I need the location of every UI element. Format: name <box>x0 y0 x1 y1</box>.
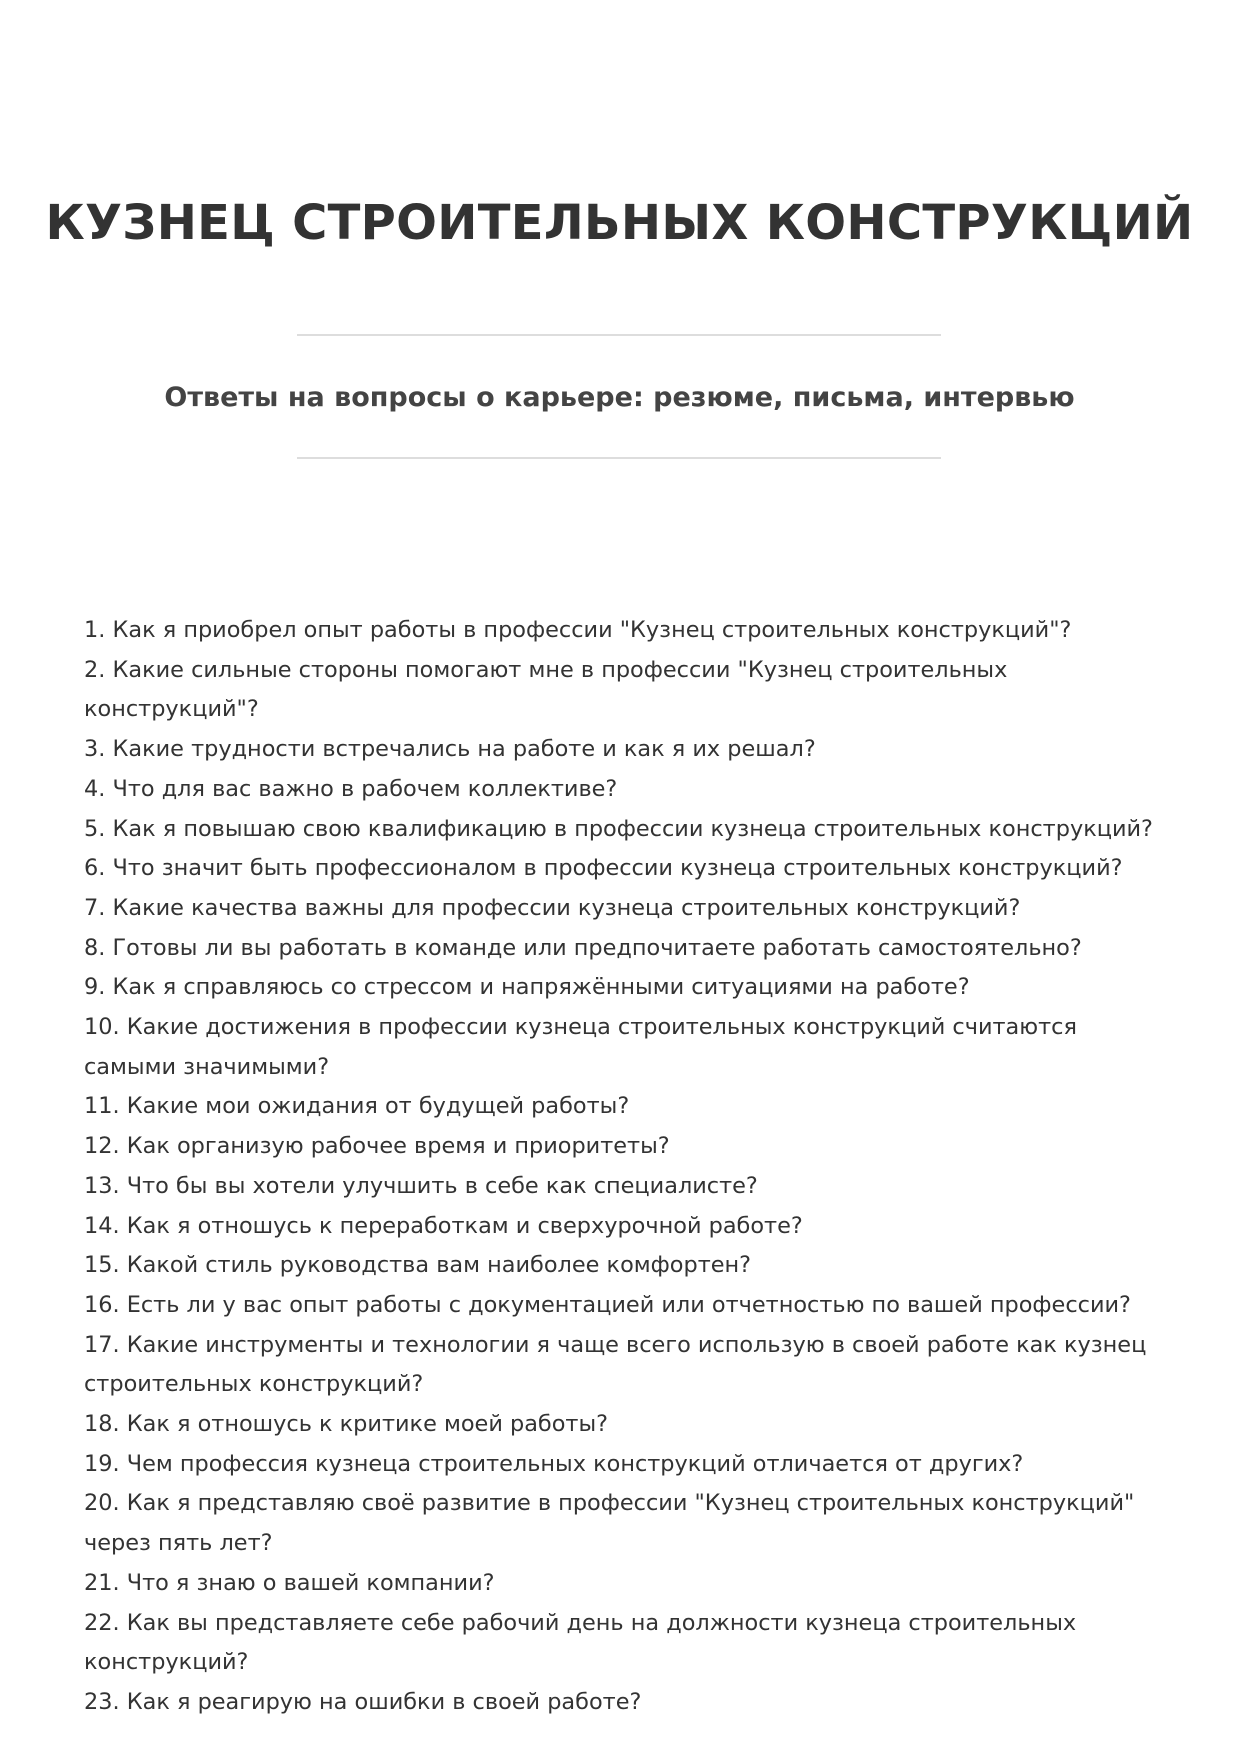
list-item: 5. Как я повышаю свою квалификацию в профессии кузнеца строительных конструкций? <box>84 815 1153 842</box>
list-item: 7. Какие качества важны для профессии кузнеца строительных конструкций? <box>84 894 1021 921</box>
list-item: 21. Что я знаю о вашей компании? <box>84 1569 495 1596</box>
list-item: 10. Какие достижения в профессии кузнеца строительных конструкций считаются самыми значимыми? <box>84 1014 1077 1080</box>
list-item: 8. Готовы ли вы работать в команде или предпочитаете работать самостоятельно? <box>84 934 1082 961</box>
divider-bottom <box>297 457 941 459</box>
list-item: 12. Как организую рабочее время и приоритеты? <box>84 1133 670 1160</box>
list-item: 14. Как я отношусь к переработкам и сверхурочной работе? <box>84 1212 803 1239</box>
list-item: 18. Как я отношусь к критике моей работы? <box>84 1411 609 1438</box>
list-item: 4. Что для вас важно в рабочем коллективе? <box>84 775 618 802</box>
list-item: 20. Как я представляю своё развитие в профессии "Кузнец строительных конструкций" через пять лет? <box>84 1490 1135 1557</box>
list-item: 11. Какие мои ожидания от будущей работы? <box>84 1093 630 1120</box>
list-item: 16. Есть ли у вас опыт работы с документацией или отчетностью по вашей профессии? <box>84 1291 1131 1318</box>
list-item: 22. Как вы представляете себе рабочий день на должности кузнеца строительных конструкций? <box>84 1609 1077 1676</box>
list-item: 15. Какой стиль руководства вам наиболее комфортен? <box>84 1252 752 1279</box>
list-item: 2. Какие сильные стороны помогают мне в профессии "Кузнец строительных конструкций"? <box>84 656 1008 723</box>
question-list <box>84 611 1164 1723</box>
list-item: 1. Как я приобрел опыт работы в профессии "Кузнец строительных конструкций"? <box>84 617 1072 643</box>
list-item: 9. Как я справляюсь со стрессом и напряжёнными ситуациями на работе? <box>84 974 970 1001</box>
list-item: 17. Какие инструменты и технологии я чаще всего использую в своей работе как кузнец строительных конструкций? <box>84 1331 1147 1398</box>
divider-top <box>297 334 941 336</box>
page-subtitle: Ответы на вопросы о карьере: резюме, письма, интервью <box>164 382 1075 413</box>
list-item: 6. Что значит быть профессионалом в профессии кузнеца строительных конструкций? <box>84 855 1123 882</box>
list-item: 3. Какие трудности встречались на работе и как я их решал? <box>84 736 816 763</box>
list-item: 19. Чем профессия кузнеца строительных конструкций отличается от других? <box>84 1450 1024 1477</box>
page-title: КУЗНЕЦ СТРОИТЕЛЬНЫХ КОНСТРУКЦИЙ <box>45 195 1194 251</box>
list-item: 13. Что бы вы хотели улучшить в себе как специалисте? <box>84 1172 758 1199</box>
list-item: 23. Как я реагирую на ошибки в своей работе? <box>84 1688 642 1715</box>
